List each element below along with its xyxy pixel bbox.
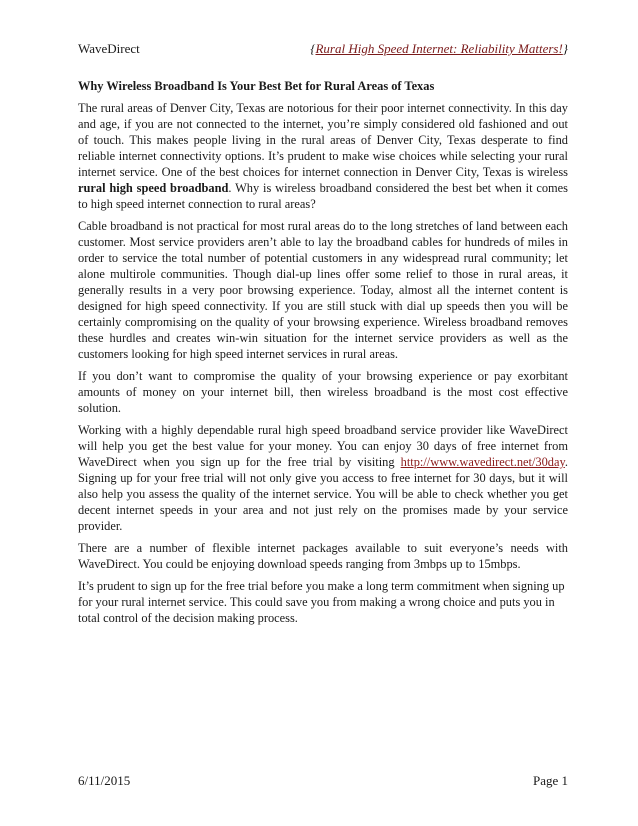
paragraph-4-text-a: Working with a highly dependable rural high speed broadband service provider like WaveDirect will help you get the best value for your money. You can enjoy 30 days of free internet from WaveDirect when you sign up for the free trial by visiting bbox=[78, 423, 568, 469]
footer-date: 6/11/2015 bbox=[78, 773, 131, 788]
page-footer bbox=[78, 773, 568, 789]
paragraph-4 bbox=[78, 422, 568, 534]
paragraph-2: Cable broadband is not practical for most rural areas do to the long stretches of land between each customer. Most service providers aren’t able to lay the broadband cables for hundreds of miles in order to service the total number of potential customers in any widespread rural community; let alone multirole communities. Though dial-up lines offer some relief to those in rural areas, it generally results in a very poor browsing experience. Today, almost all the internet content is designed for high speed connectivity. If you are still stuck with dial up speeds then you will be certainly compromising on the quality of your browsing experience. Wireless broadband removes these hurdles and creates win-win situation for the internet service providers as well as the customers looking for high speed internet services in rural areas. bbox=[78, 219, 568, 361]
paragraph-4-text-b: . Signing up for your free trial will not only give you access to free internet for 30 days, but it will also help you assess the quality of the internet service. You will be able to check whether you get decent internet speeds in your area and not just rely on the promises made by your service provider. bbox=[78, 455, 568, 533]
header-tagline-wrap bbox=[310, 41, 568, 57]
trial-link[interactable]: http://www.wavedirect.net/30day bbox=[400, 455, 565, 469]
header-company: WaveDirect bbox=[78, 41, 140, 56]
page-header bbox=[78, 41, 568, 57]
footer-page-number: Page 1 bbox=[532, 773, 568, 788]
header-close-brace: } bbox=[562, 41, 568, 56]
paragraph-6: It’s prudent to sign up for the free trial before you make a long term commitment when signing up for your rural internet service. This could save you from making a wrong choice and puts you in total control of the decision making process. bbox=[78, 579, 565, 625]
paragraph-1 bbox=[78, 100, 568, 212]
paragraph-3: If you don’t want to compromise the quality of your browsing experience or pay exorbitant amounts of money on your internet bill, then wireless broadband is the most cost effective solution. bbox=[78, 369, 568, 415]
paragraph-1-text-a: The rural areas of Denver City, Texas are notorious for their poor internet connectivity. In this day and age, if you are not connected to the internet, you’re simply considered old fashioned and out of touch. This makes people living in the rural areas of Denver City, Texas desperate to find reliable internet connectivity options. It’s prudent to make wise choices while selecting your rural internet service. One of the best choices for internet connection in Denver City, Texas is wireless bbox=[78, 101, 568, 179]
paragraph-5: There are a number of flexible internet packages available to suit everyone’s needs with WaveDirect. You could be enjoying download speeds ranging from 3mbps up to 15mbps. bbox=[78, 541, 568, 571]
header-tagline[interactable]: Rural High Speed Internet: Reliability Matters! bbox=[315, 41, 563, 56]
header-open-brace: { bbox=[310, 41, 316, 56]
article-body bbox=[78, 78, 568, 632]
article-title: Why Wireless Broadband Is Your Best Bet for Rural Areas of Texas bbox=[78, 79, 435, 93]
paragraph-1-text-b: . Why is wireless broadband considered the best bet when it comes to high speed internet connection to rural areas? bbox=[78, 181, 568, 211]
paragraph-1-bold: rural high speed broadband bbox=[78, 181, 229, 195]
